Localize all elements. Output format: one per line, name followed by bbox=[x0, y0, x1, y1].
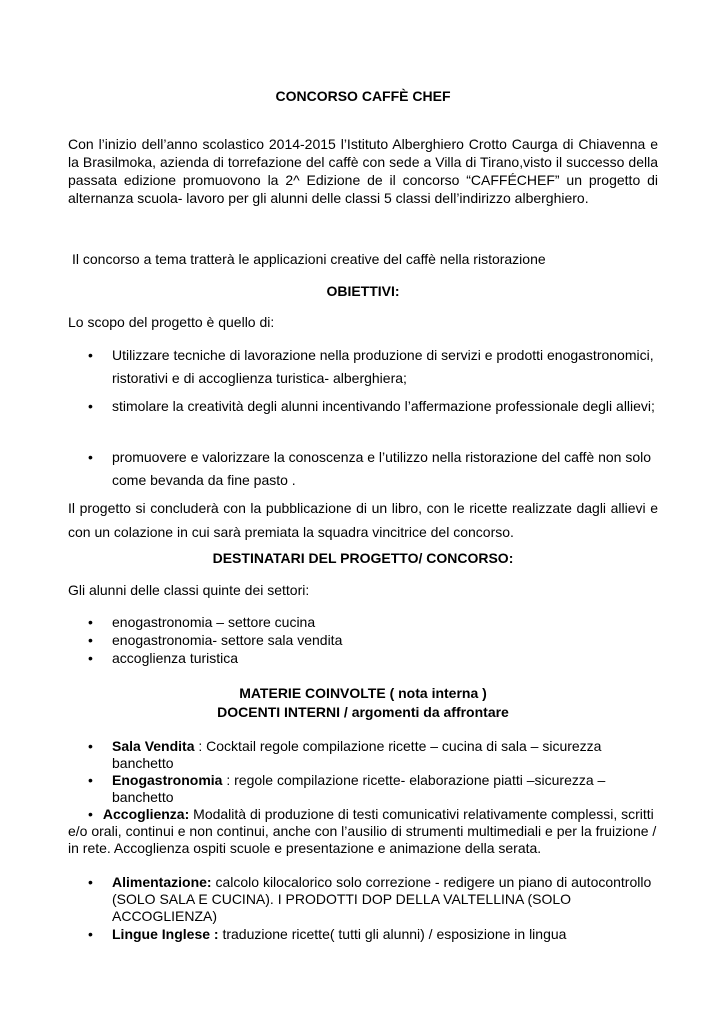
subjects-heading-line-1: MATERIE COINVOLTE ( nota interna ) bbox=[239, 685, 487, 701]
subject-name: Alimentazione: bbox=[112, 874, 212, 890]
bullet-icon: • bbox=[88, 650, 93, 666]
intro-paragraph: Con l’inizio dell’anno scolastico 2014-2015 l’Istituto Alberghiero Crotto Caurga di Chiavenna e la Brasilmoka, azienda di torrefazione del caffè con sede a Villa di Tirano,visto il successo della passata edizione promuovono la 2^ Edizione de il concorso “CAFFÉCHEF” un progetto di alternanza scuola- lavoro per gli alunni delle classi 5 classi dell’indirizzo alberghiero. bbox=[68, 136, 658, 206]
subject-text: traduzione ricette( tutti gli alunni) / esposizione in lingua bbox=[222, 926, 567, 942]
subject-text: Cocktail regole compilazione ricette – cucina di sala – sicurezza banchetto bbox=[112, 738, 602, 771]
scope-intro: Lo scopo del progetto è quello di: bbox=[68, 314, 275, 330]
bullet-icon: • bbox=[88, 614, 93, 630]
bullet-icon: • bbox=[88, 926, 93, 942]
bullet-icon: • bbox=[88, 772, 93, 788]
bullet-icon: • bbox=[88, 347, 93, 363]
bullet-icon: • bbox=[88, 632, 93, 648]
sector-text: enogastronomia- settore sala vendita bbox=[112, 632, 343, 648]
objective-text: promuovere e valorizzare la conoscenza e l’utilizzo nella ristorazione del caffè non solo come bevanda da fine pasto . bbox=[112, 449, 652, 488]
objectives-heading: OBIETTIVI: bbox=[326, 283, 400, 299]
subjects-heading-line-2: DOCENTI INTERNI / argomenti da affrontare bbox=[217, 704, 509, 720]
bullet-icon: • bbox=[88, 806, 93, 822]
conclusion-paragraph: Il progetto si concluderà con la pubblicazione di un libro, con le ricette realizzate dagli allievi e con un colazione in cui sarà premiata la squadra vincitrice del concorso. bbox=[68, 500, 658, 540]
bullet-icon: • bbox=[88, 398, 93, 414]
bullet-icon: • bbox=[88, 738, 93, 754]
subject-text: calcolo kilocalorico solo correzione - redigere un piano di autocontrollo (SOLO SALA E CUCINA). I PRODOTTI DOP DELLA VALTELLINA (SOLO ACCOGLIENZA) bbox=[112, 874, 652, 924]
subject-name: Enogastronomia bbox=[112, 772, 223, 788]
subject-text: Modalità di produzione di testi comunicativi relativamente complessi, scritti e/o orali, continui e non continui, anche con l’ausilio di strumenti multimediali e per la fruizione / in rete. Accoglienza ospiti scuole e presentazione e animazione della serata. bbox=[68, 806, 657, 856]
theme-paragraph: Il concorso a tema tratterà le applicazioni creative del caffè nella ristorazione bbox=[72, 251, 546, 267]
subject-text: regole compilazione ricette- elaborazione piatti –sicurezza – banchetto bbox=[112, 772, 606, 805]
sector-text: enogastronomia – settore cucina bbox=[112, 614, 316, 630]
subject-name: Lingue Inglese : bbox=[112, 926, 219, 942]
document-title: CONCORSO CAFFÈ CHEF bbox=[275, 88, 451, 104]
objective-text: stimolare la creatività degli alunni incentivando l’affermazione professionale degli allievi; bbox=[112, 398, 655, 414]
recipients-heading: DESTINATARI DEL PROGETTO/ CONCORSO: bbox=[212, 550, 514, 566]
recipients-intro: Gli alunni delle classi quinte dei settori: bbox=[68, 582, 310, 598]
subject-name: Sala Vendita bbox=[112, 738, 195, 754]
sector-text: accoglienza turistica bbox=[112, 650, 239, 666]
subjects-heading bbox=[68, 684, 658, 722]
bullet-icon: • bbox=[88, 449, 93, 465]
objective-text: Utilizzare tecniche di lavorazione nella produzione di servizi e prodotti enogastronomici, ristorativi e di accoglienza turistica- alberghiera; bbox=[112, 347, 654, 386]
bullet-icon: • bbox=[88, 874, 93, 890]
subject-name: Accoglienza: bbox=[102, 806, 190, 822]
